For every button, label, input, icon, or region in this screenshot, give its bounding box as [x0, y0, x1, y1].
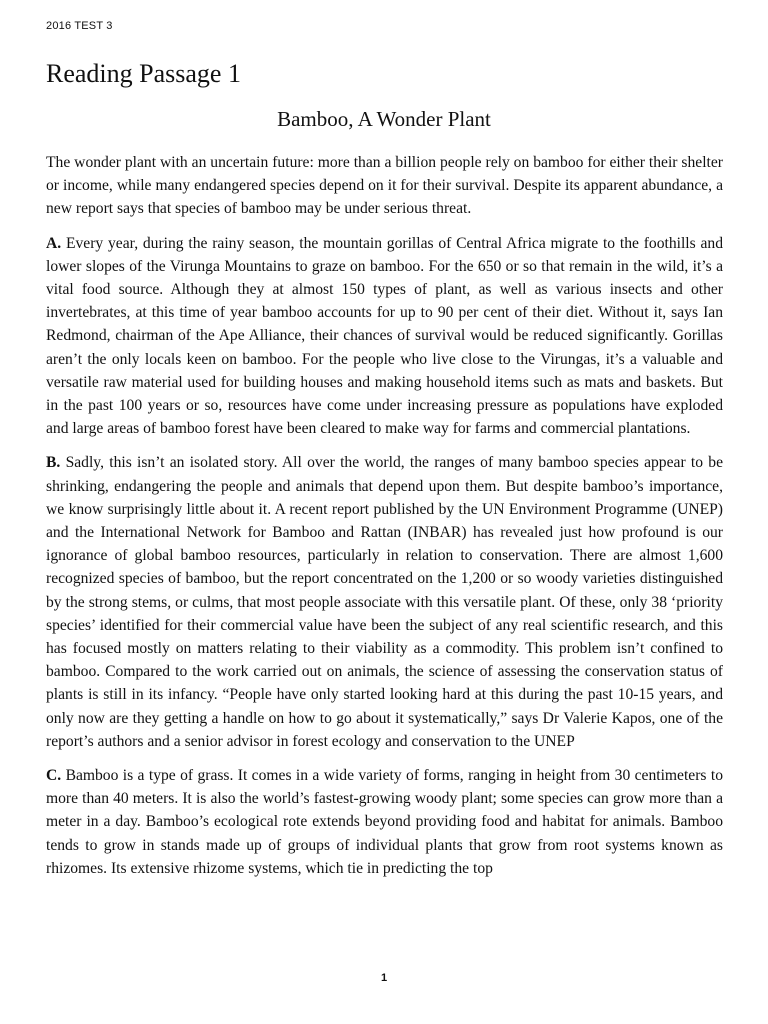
paragraph-b: [46, 451, 723, 753]
paragraph-label: C.: [46, 767, 62, 785]
paragraph-a: [46, 232, 723, 441]
test-header-tag: 2016 TEST 3: [46, 20, 113, 32]
paragraph-label: B.: [46, 454, 61, 472]
paragraph-text: Bamboo is a type of grass. It comes in a wide variety of forms, ranging in height from 30 centimeters to more than 40 meters. It is also the world’s fastest-growing woody plant; some species can grow more than a meter in a day. Bamboo’s ecological rote extends beyond providing food and habitat for animals. Bamboo tends to grow in stands made up of groups of individual plants that grow from root systems known as rhizomes. Its extensive rhizome systems, which tie in predicting the top: [46, 767, 723, 877]
article-title: Bamboo, A Wonder Plant: [277, 107, 491, 131]
paragraph-label: A.: [46, 234, 62, 252]
intro-paragraph: The wonder plant with an uncertain future: more than a billion people rely on bamboo for either their shelter or income, while many endangered species depend on it for their survival. Despite its apparent abundance, a new report says that species of bamboo may be under serious threat.: [46, 154, 723, 218]
paragraph-text: Sadly, this isn’t an isolated story. All over the world, the ranges of many bamboo species appear to be shrinking, endangering the people and animals that depend upon them. But despite bamboo’s importance, we know surprisingly little about it. A recent report published by the UN Environment Programme (UNEP) and the International Network for Bamboo and Rattan (INBAR) has revealed just how profound is our ignorance of global bamboo resources, particularly in relation to conservation. There are almost 1,600 recognized species of bamboo, but the report concentrated on the 1,200 or so woody varieties distinguished by the strong stems, or culms, that most people associate with this versatile plant. Of these, only 38 ‘priority species’ identified for their commercial value have been the subject of any real scientific research, and this has focused mostly on matters relating to their viability as a commodity. This problem isn’t confined to bamboo. Compared to the work carried out on animals, the science of assessing the conservation status of plants is still in its infancy. “People have only started looking hard at this during the past 10-15 years, and only now are they getting a handle on how to go about it systematically,” says Dr Valerie Kapos, one of the report’s authors and a senior advisor in forest ecology and conservation to the UNEP: [46, 454, 723, 750]
passage-body: [46, 151, 723, 891]
paragraph-text: Every year, during the rainy season, the mountain gorillas of Central Africa migrate to the foothills and lower slopes of the Virunga Mountains to graze on bamboo. For the 650 or so that remain in the wild, it’s a vital food source. Although they at almost 150 types of plant, as well as various insects and other invertebrates, at this time of year bamboo accounts for up to 90 per cent of their diet. Without it, says Ian Redmond, chairman of the Ape Alliance, their chances of survival would be reduced significantly. Gorillas aren’t the only locals keen on bamboo. For the people who live close to the Virungas, it’s a valuable and versatile raw material used for building houses and making household items such as mats and baskets. But in the past 100 years or so, resources have come under increasing pressure as populations have exploded and large areas of bamboo forest have been cleared to make way for farms and commercial plantations.: [46, 234, 723, 438]
page-number: 1: [380, 972, 388, 984]
paragraph-c: [46, 764, 723, 880]
passage-heading: Reading Passage 1: [46, 59, 241, 88]
